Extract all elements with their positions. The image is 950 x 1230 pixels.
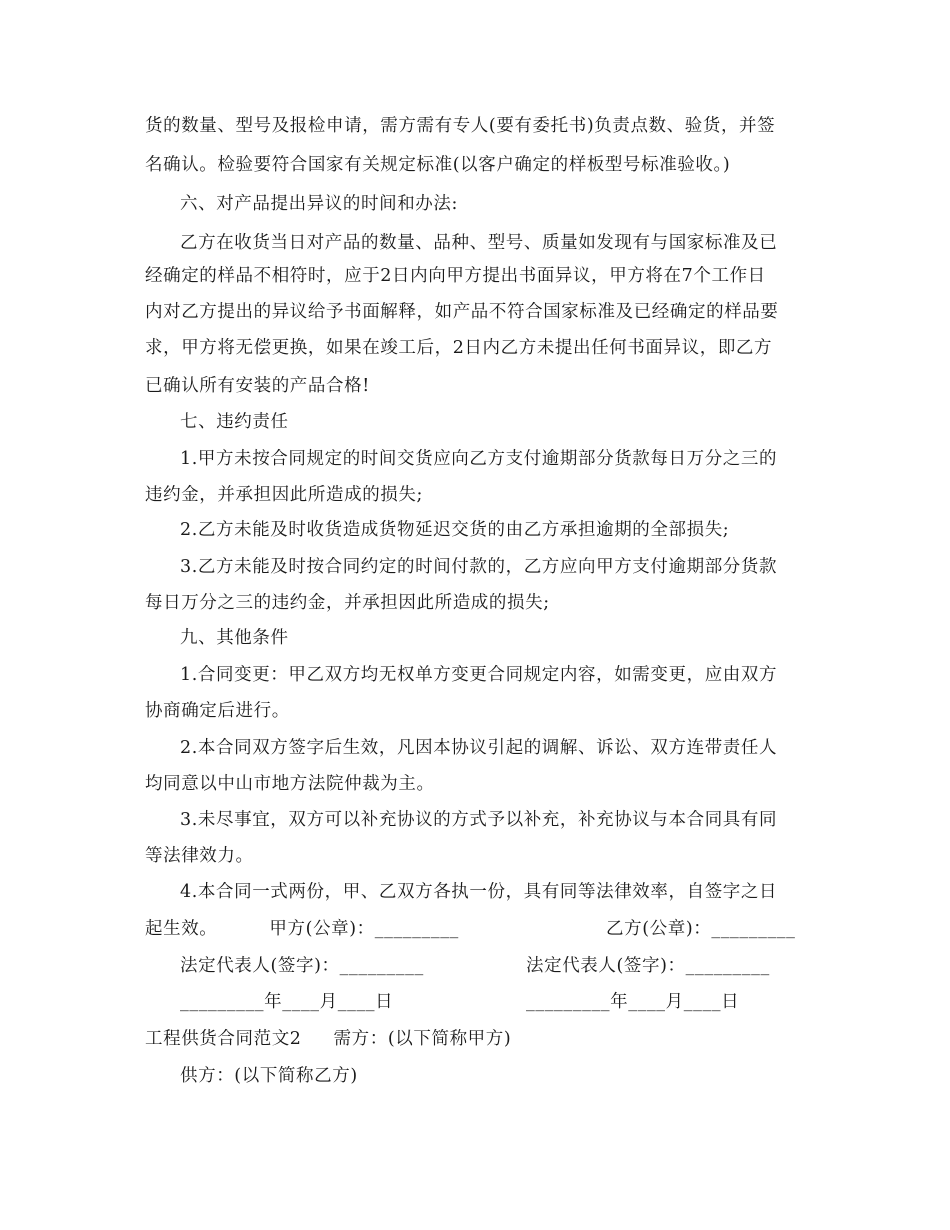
paragraph-line: 名确认。检验要符合国家有关规定标准(以客户确定的样板型号标准验收。) [145, 155, 731, 175]
paragraph-line: 等法律效力。 [145, 846, 254, 866]
paragraph-line: 协商确定后进行。 [145, 701, 290, 721]
paragraph-line: 1.甲方未按合同规定的时间交货应向乙方支付逾期部分货款每日万分之三的 [180, 449, 778, 469]
paragraph-line: 违约金，并承担因此所造成的损失; [145, 485, 423, 505]
next-contract-title: 工程供货合同范文2 [145, 1029, 302, 1049]
section-heading-7: 七、违约责任 [180, 412, 289, 432]
paragraph-line: 经确定的样品不相符时，应于2日内向甲方提出书面异议，甲方将在7个工作日 [145, 266, 766, 286]
effective-text: 起生效。 [145, 919, 218, 939]
signature-row-seal-a [145, 921, 459, 939]
section-heading-9: 九、其他条件 [180, 628, 289, 648]
paragraph-line: 2.乙方未能及时收货造成货物延迟交货的由乙方承担逾期的全部损失; [180, 520, 730, 540]
date-b: _________年____月____日 [526, 992, 740, 1012]
buyer-label: 需方：(以下简称甲方) [333, 1029, 512, 1049]
paragraph-line: 已确认所有安装的产品合格! [145, 376, 370, 396]
party-a-seal: 甲方(公章)：_________ [269, 919, 459, 939]
supplier-label: 供方：(以下简称乙方) [180, 1066, 358, 1086]
paragraph-line: 4.本合同一式两份，甲、乙双方各执一份，具有同等法律效率，自签字之日 [180, 882, 778, 902]
representative-a: 法定代表人(签字)：_________ [180, 956, 424, 976]
paragraph-line: 均同意以中山市地方法院仲裁为主。 [145, 774, 435, 794]
date-a: _________年____月____日 [180, 992, 394, 1012]
next-contract-heading [145, 1031, 511, 1049]
section-heading-6: 六、对产品提出异议的时间和办法: [180, 194, 458, 214]
party-b-seal: 乙方(公章)：_________ [606, 919, 796, 939]
paragraph-line: 1.合同变更：甲乙双方均无权单方变更合同规定内容，如需变更，应由双方 [180, 665, 778, 685]
paragraph-line: 货的数量、型号及报检申请，需方需有专人(要有委托书)负责点数、验货，并签 [145, 116, 776, 136]
paragraph-line: 求，甲方将无偿更换，如果在竣工后，2日内乙方未提出任何书面异议，即乙方 [145, 338, 773, 358]
paragraph-line: 每日万分之三的违约金，并承担因此所造成的损失; [145, 593, 550, 613]
paragraph-line: 乙方在收货当日对产品的数量、品种、型号、质量如发现有与国家标准及已 [180, 233, 778, 253]
paragraph-line: 3.乙方未能及时按合同约定的时间付款的，乙方应向甲方支付逾期部分货款 [180, 557, 778, 577]
paragraph-line: 内对乙方提出的异议给予书面解释，如产品不符合国家标准及已经确定的样品要 [145, 302, 779, 322]
paragraph-line: 2.本合同双方签字后生效，凡因本协议引起的调解、诉讼、双方连带责任人 [180, 738, 778, 758]
paragraph-line: 3.未尽事宜，双方可以补充协议的方式予以补充，补充协议与本合同具有同 [180, 810, 778, 830]
representative-b: 法定代表人(签字)：_________ [526, 956, 770, 976]
